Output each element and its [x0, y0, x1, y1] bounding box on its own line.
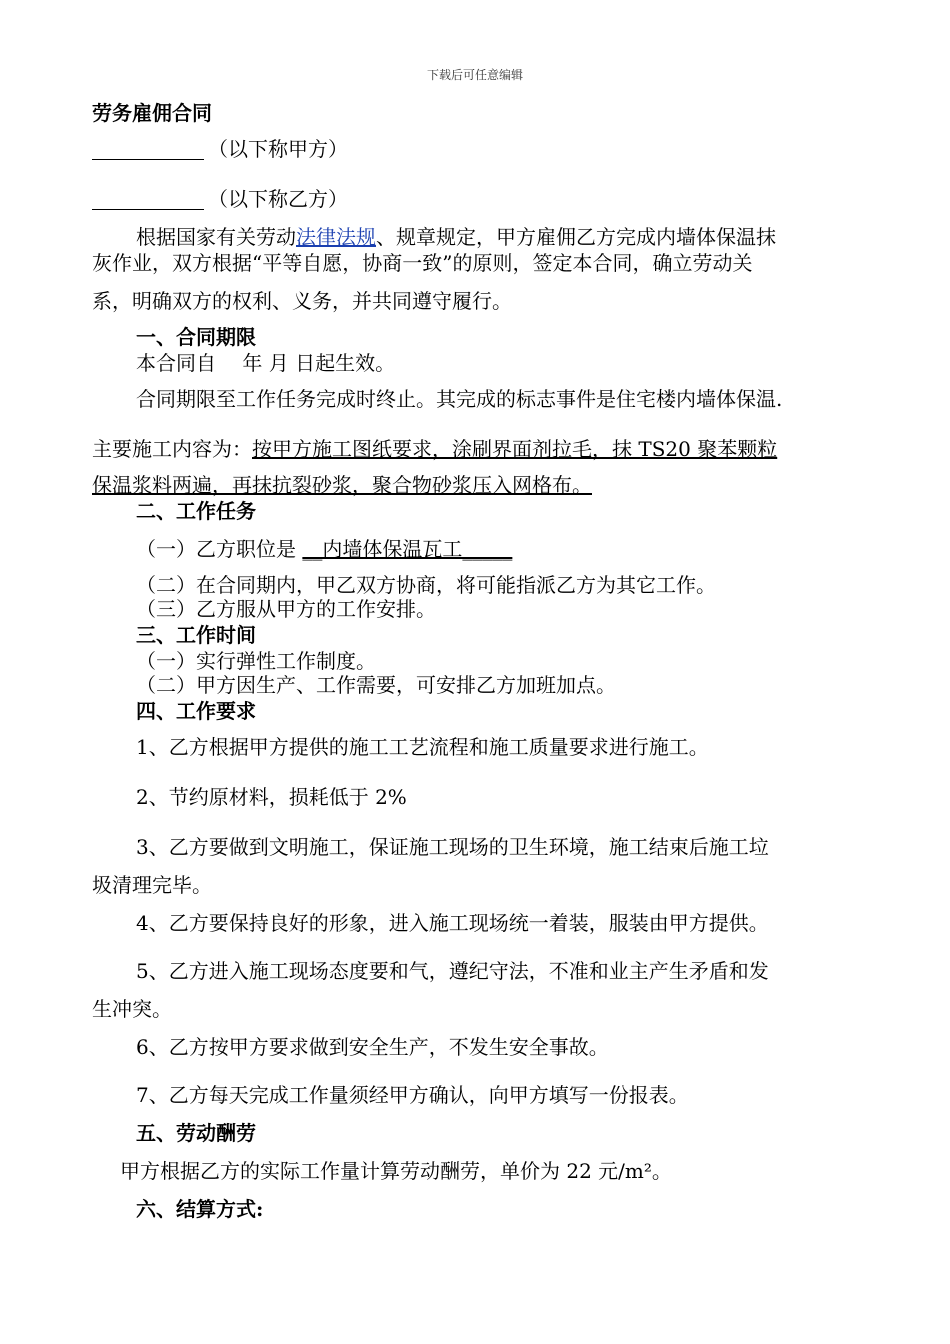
intro-text: 根据国家有关劳动 — [136, 225, 296, 249]
requirement-1: 1、乙方根据甲方提供的施工工艺流程和施工质量要求进行施工。 — [136, 735, 709, 759]
section-1-line-1: 本合同自 年 月 日起生效。 — [136, 351, 396, 375]
requirement-6: 6、乙方按甲方要求做到安全生产，不发生安全事故。 — [136, 1035, 609, 1059]
party-b-line — [92, 186, 348, 212]
section-4-title: 四、工作要求 — [136, 699, 256, 723]
requirement-5-line-1: 5、乙方进入施工现场态度要和气，遵纪守法，不准和业主产生矛盾和发 — [136, 959, 769, 983]
contract-title: 劳务雇佣合同 — [92, 101, 212, 125]
page-header: 下载后可任意编辑 — [426, 68, 523, 82]
intro-text: 、规章规定，甲方雇佣乙方完成内墙体保温抹 — [376, 225, 776, 249]
section-2-item-1 — [136, 536, 512, 562]
law-link[interactable]: 法律法规 — [296, 225, 376, 249]
intro-line-3: 系，明确双方的权利、义务，并共同遵守履行。 — [92, 289, 512, 313]
section-1-line-2: 合同期限至工作任务完成时终止。其完成的标志事件是住宅楼内墙体保温. — [136, 387, 783, 411]
party-b-label: （以下称乙方） — [208, 187, 348, 211]
section-1-line-3 — [92, 436, 777, 462]
requirement-5-line-2: 生冲突。 — [92, 997, 172, 1021]
section-6-title: 六、结算方式: — [136, 1197, 264, 1221]
section-2-item-3: （三）乙方服从甲方的工作安排。 — [136, 597, 436, 621]
section-5-line-1: 甲方根据乙方的实际工作量计算劳动酬劳，单价为 22 元/m²。 — [120, 1159, 672, 1183]
section-5-title: 五、劳动酬劳 — [136, 1121, 256, 1145]
intro-line-1 — [136, 224, 776, 250]
party-b-blank — [92, 189, 204, 210]
party-a-line — [92, 136, 348, 162]
requirement-7: 7、乙方每天完成工作量须经甲方确认，向甲方填写一份报表。 — [136, 1083, 689, 1107]
requirement-3-line-2: 圾清理完毕。 — [92, 873, 212, 897]
requirement-3-line-1: 3、乙方要做到文明施工，保证施工现场的卫生环境，施工结束后施工垃 — [136, 835, 769, 859]
party-a-blank — [92, 139, 204, 160]
section-3-item-2: （二）甲方因生产、工作需要，可安排乙方加班加点。 — [136, 673, 616, 697]
section-1-line-4: 保温浆料两遍，再抹抗裂砂浆，聚合物砂浆压入网格布。 — [92, 473, 592, 497]
work-content-text: 按甲方施工图纸要求，涂刷界面剂拉毛，抹 TS20 聚苯颗粒 — [252, 437, 778, 461]
work-content-label: 主要施工内容为： — [92, 437, 252, 461]
position-value: __内墙体保温瓦工_____ — [302, 537, 513, 561]
position-label: （一）乙方职位是 — [136, 537, 303, 561]
requirement-4: 4、乙方要保持良好的形象，进入施工现场统一着装，服装由甲方提供。 — [136, 911, 769, 935]
section-1-title: 一、合同期限 — [136, 325, 256, 349]
section-3-item-1: （一）实行弹性工作制度。 — [136, 649, 376, 673]
section-3-title: 三、工作时间 — [136, 623, 256, 647]
intro-line-2: 灰作业，双方根据“平等自愿，协商一致”的原则，签定本合同，确立劳动关 — [92, 251, 753, 275]
section-2-title: 二、工作任务 — [136, 499, 256, 523]
section-2-item-2: （二）在合同期内，甲乙双方协商，将可能指派乙方为其它工作。 — [136, 573, 716, 597]
requirement-2: 2、节约原材料，损耗低于 2% — [136, 785, 407, 809]
party-a-label: （以下称甲方） — [208, 137, 348, 161]
